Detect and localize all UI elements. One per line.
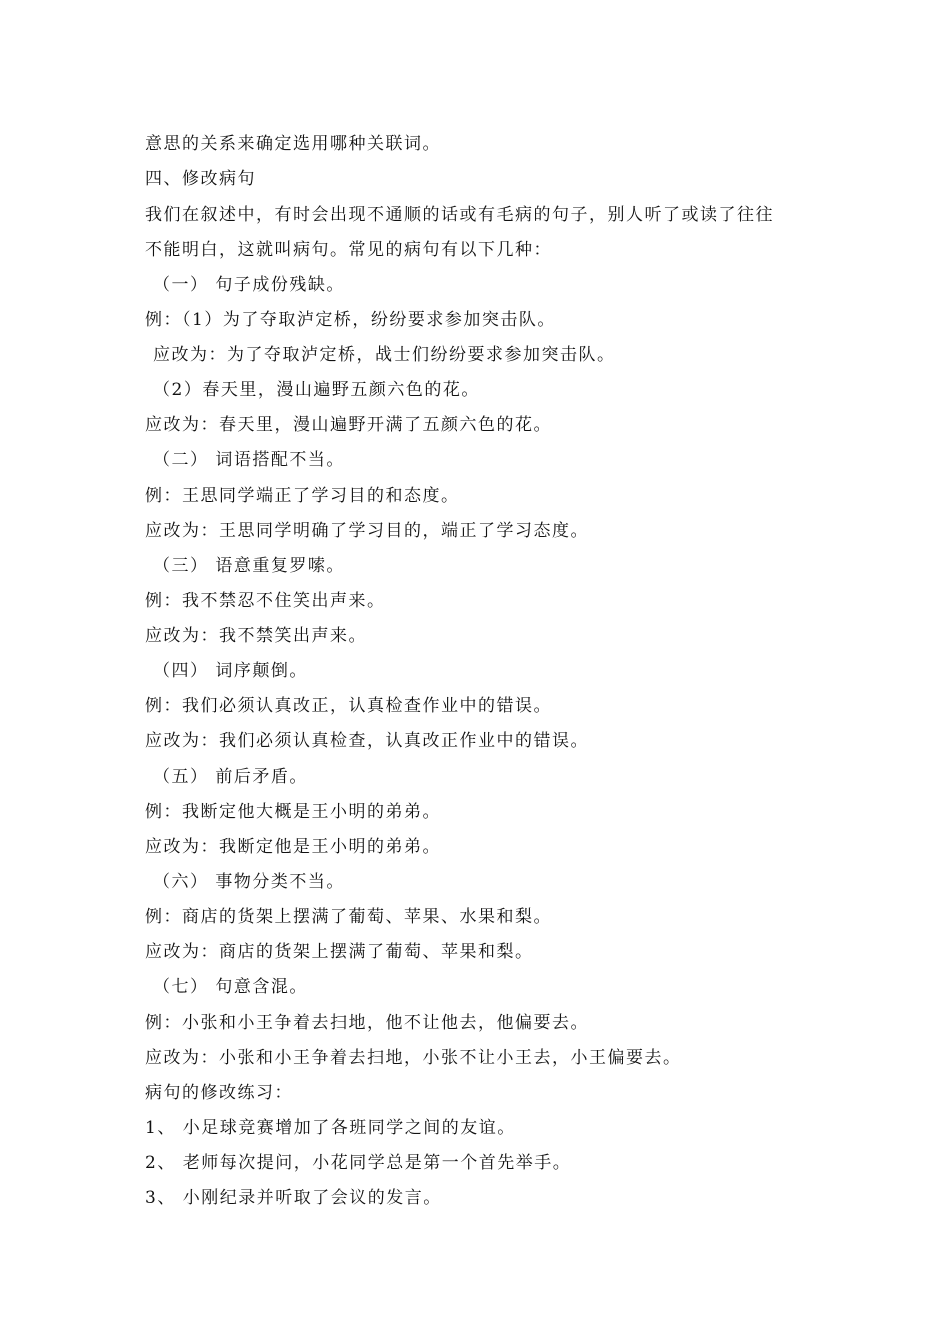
example-line: 例：王思同学端正了学习目的和态度。 (145, 486, 460, 506)
exercise-item: 1、 小足球竞赛增加了各班同学之间的友谊。 (145, 1118, 516, 1138)
subsection-heading: （六） 事物分类不当。 (153, 872, 345, 892)
example-line: 例：我们必须认真改正，认真检查作业中的错误。 (145, 696, 552, 716)
correction-line: 应改为：商店的货架上摆满了葡萄、苹果和梨。 (145, 942, 534, 962)
correction-line: 应改为：小张和小王争着去扫地，小张不让小王去，小王偏要去。 (145, 1048, 682, 1068)
text-line: 我们在叙述中，有时会出现不通顺的话或有毛病的句子，别人听了或读了往往 (145, 205, 774, 225)
subsection-heading: （四） 词序颠倒。 (153, 661, 308, 681)
example-line: 例：小张和小王争着去扫地，他不让他去，他偏要去。 (145, 1013, 589, 1033)
correction-line: 应改为：春天里，漫山遍野开满了五颜六色的花。 (145, 415, 552, 435)
example-line: （2）春天里，漫山遍野五颜六色的花。 (153, 380, 480, 400)
text-line: 意思的关系来确定选用哪种关联词。 (145, 134, 441, 154)
text-line: 不能明白，这就叫病句。常见的病句有以下几种： (145, 240, 552, 260)
correction-line: 应改为：王思同学明确了学习目的，端正了学习态度。 (145, 521, 589, 541)
subsection-heading: （一） 句子成份残缺。 (153, 275, 345, 295)
exercise-item: 3、 小刚纪录并听取了会议的发言。 (145, 1188, 442, 1208)
example-line: 例：我不禁忍不住笑出声来。 (145, 591, 386, 611)
correction-line: 应改为：我们必须认真检查，认真改正作业中的错误。 (145, 731, 589, 751)
example-line: 例：我断定他大概是王小明的弟弟。 (145, 802, 441, 822)
correction-line: 应改为：为了夺取泸定桥，战士们纷纷要求参加突击队。 (153, 345, 616, 365)
exercise-heading: 病句的修改练习： (145, 1083, 293, 1103)
section-heading: 四、修改病句 (145, 169, 256, 189)
subsection-heading: （二） 词语搭配不当。 (153, 450, 345, 470)
exercise-item: 2、 老师每次提问，小花同学总是第一个首先举手。 (145, 1153, 572, 1173)
example-line: 例：（1）为了夺取泸定桥，纷纷要求参加突击队。 (145, 310, 556, 330)
subsection-heading: （七） 句意含混。 (153, 977, 308, 997)
correction-line: 应改为：我不禁笑出声来。 (145, 626, 367, 646)
subsection-heading: （三） 语意重复罗嗦。 (153, 556, 345, 576)
correction-line: 应改为：我断定他是王小明的弟弟。 (145, 837, 441, 857)
example-line: 例：商店的货架上摆满了葡萄、苹果、水果和梨。 (145, 907, 552, 927)
subsection-heading: （五） 前后矛盾。 (153, 767, 308, 787)
